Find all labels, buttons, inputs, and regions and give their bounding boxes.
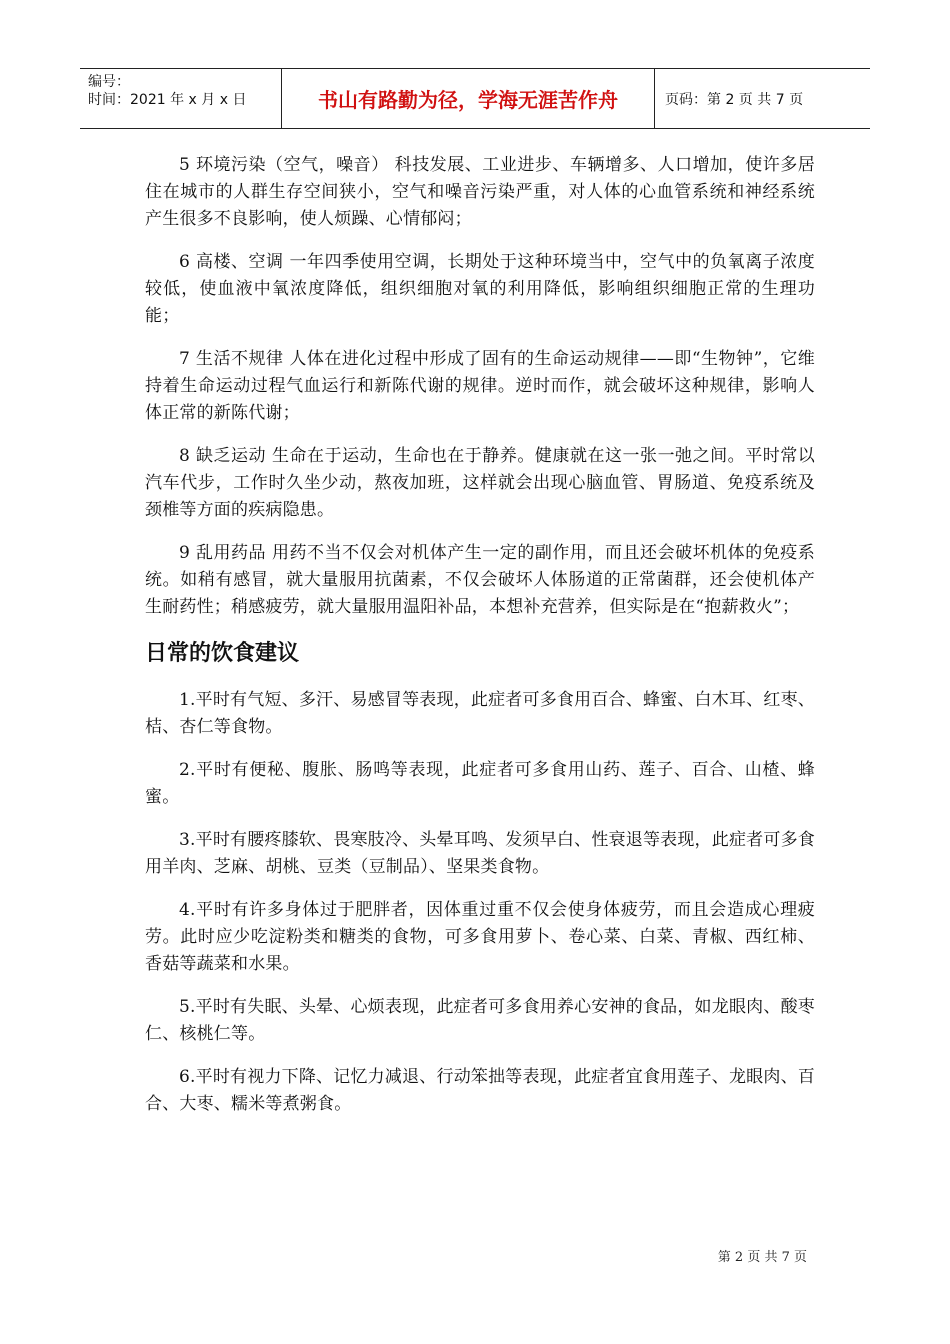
header-motto: 书山有路勤为径，学海无涯苦作舟 xyxy=(282,69,655,128)
paragraph-drug-misuse: 9 乱用药品 用药不当不仅会对机体产生一定的副作用，而且还会破坏机体的免疫系统。如稍有感冒，就大量服用抗菌素，不仅会破坏人体肠道的正常菌群，还会使机体产生耐药性；稍感疲劳，就大量服用温阳补品，本想补充营养，但实际是在“抱薪救火”； xyxy=(145,543,815,617)
paragraph-lack-of-exercise: 8 缺乏运动 生命在于运动，生命也在于静养。健康就在这一张一弛之间。平时常以汽车代步，工作时久坐少动，熬夜加班，这样就会出现心脑血管、胃肠道、免疫系统及颈椎等方面的疾病隐患。 xyxy=(145,446,815,520)
paragraph-high-rise-air-conditioning: 6 高楼、空调 一年四季使用空调，长期处于这种环境当中，空气中的负氧离子浓度较低，使血液中氧浓度降低，组织细胞对氧的利用降低，影响组织细胞正常的生理功能； xyxy=(145,252,815,326)
diet-suggestion-item: 4.平时有许多身体过于肥胖者，因体重过重不仅会使身体疲劳，而且会造成心理疲劳。此时应少吃淀粉类和糖类的食物，可多食用萝卜、卷心菜、白菜、青椒、西红柿、香菇等蔬菜和水果。 xyxy=(145,900,815,974)
header-page-number: 页码：第 2 页 共 7 页 xyxy=(665,91,804,108)
diet-suggestion-item: 3.平时有腰疼膝软、畏寒肢冷、头晕耳鸣、发须早白、性衰退等表现，此症者可多食用羊肉、芝麻、胡桃、豆类（豆制品）、坚果类食物。 xyxy=(145,830,815,877)
paragraph-environmental-pollution: 5 环境污染（空气，噪音） 科技发展、工业进步、车辆增多、人口增加，使许多居住在城市的人群生存空间狭小，空气和噪音污染严重，对人体的心血管系统和神经系统产生很多不良影响，使人烦躁、心情郁闷； xyxy=(145,155,815,229)
page-header xyxy=(80,68,870,129)
diet-suggestion-item: 2.平时有便秘、腹胀、肠鸣等表现，此症者可多食用山药、莲子、百合、山楂、蜂蜜。 xyxy=(145,760,815,807)
paragraph-irregular-life: 7 生活不规律 人体在进化过程中形成了固有的生命运动规律——即“生物钟”，它维持着生命运动过程气血运行和新陈代谢的规律。逆时而作，就会破坏这种规律，影响人体正常的新陈代谢； xyxy=(145,349,815,423)
diet-suggestion-item: 6.平时有视力下降、记忆力减退、行动笨拙等表现，此症者宜食用莲子、龙眼肉、百合、大枣、糯米等煮粥食。 xyxy=(145,1067,815,1114)
document-time-label: 时间：2021 年 x 月 x 日 xyxy=(88,92,247,108)
page-footer: 第 2 页 共 7 页 xyxy=(717,1250,807,1265)
diet-suggestion-item: 1.平时有气短、多汗、易感冒等表现，此症者可多食用百合、蜂蜜、白木耳、红枣、桔、杏仁等食物。 xyxy=(145,690,815,737)
document-number-label: 编号： xyxy=(88,74,130,90)
document-body xyxy=(145,152,815,1134)
diet-suggestion-item: 5.平时有失眠、头晕、心烦表现，此症者可多食用养心安神的食品，如龙眼肉、酸枣仁、核桃仁等。 xyxy=(145,997,815,1044)
section-title: 日常的饮食建议 xyxy=(145,641,300,666)
header-meta xyxy=(80,69,282,128)
